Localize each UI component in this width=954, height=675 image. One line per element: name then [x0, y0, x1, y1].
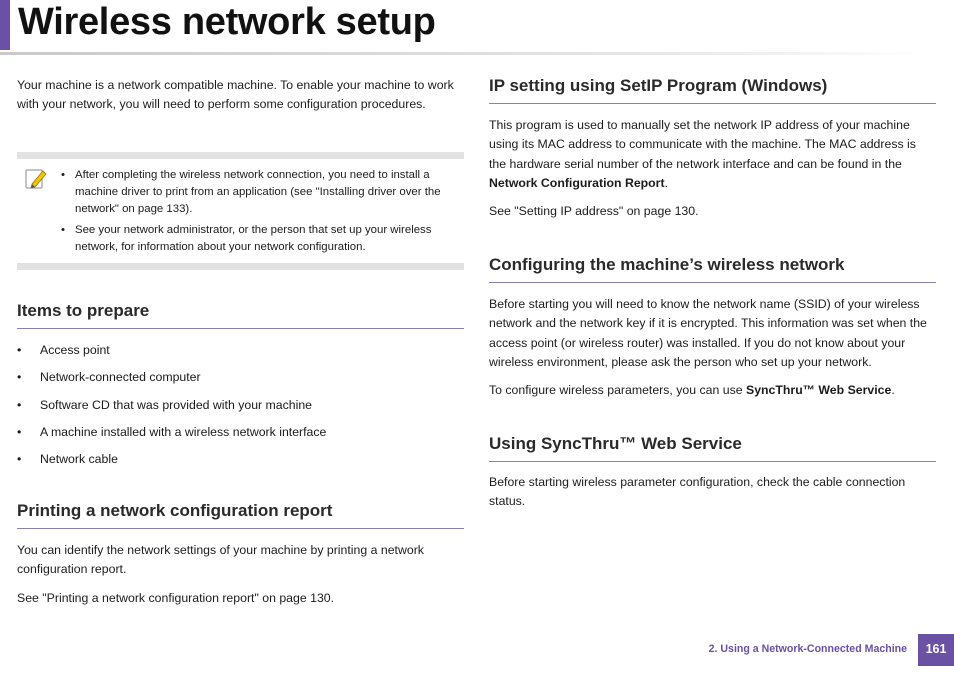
heading-syncthru: Using SyncThru™ Web Service [489, 433, 936, 462]
list-item: • Network cable [17, 452, 118, 467]
heading-printing-report: Printing a network configuration report [17, 500, 464, 529]
heading-configuring: Configuring the machine’s wireless network [489, 254, 936, 283]
printing-report-see: See "Printing a network configuration report" on page 130. [17, 591, 335, 605]
note-box [17, 152, 464, 270]
note-pencil-icon [24, 167, 48, 191]
network-config-report-term: Network Configuration Report [489, 175, 665, 190]
title-accent-bar [0, 0, 10, 50]
configuring-syncthru-line: To configure wireless parameters, you can use SyncThru™ Web Service. [489, 383, 895, 397]
title-rule [0, 52, 930, 55]
note-list [61, 167, 463, 261]
list-item: • Software CD that was provided with your machine [17, 397, 313, 412]
setip-paragraph: This program is used to manually set the network IP address of your machine using its MAC address to communicate with the machine. The MAC address is the hardware serial number of the network interface and can be found in the Network Configuration Report. [489, 118, 916, 190]
syncthru-paragraph: Before starting wireless parameter configuration, check the cable connection status. [489, 475, 906, 509]
printing-report-paragraph: You can identify the network settings of your machine by printing a network configuration report. [17, 543, 424, 577]
heading-items-to-prepare: Items to prepare [17, 300, 464, 329]
intro-paragraph: Your machine is a network compatible machine. To enable your machine to work with your network, you will need to perform some configuration procedures. [17, 78, 454, 112]
note-item: • After completing the wireless network connection, you need to install a machine driver to print from an application (see "Installing driver over the network" on page 133). [61, 169, 441, 215]
items-list [17, 341, 464, 477]
list-item: • A machine installed with a wireless network interface [17, 424, 327, 439]
list-item: • Access point [17, 343, 110, 357]
heading-setip: IP setting using SetIP Program (Windows) [489, 75, 936, 104]
setip-see: See "Setting IP address" on page 130. [489, 204, 699, 218]
note-item: • See your network administrator, or the person that set up your wireless network, for information about your network configuration. [61, 224, 432, 254]
footer-chapter: 2. Using a Network-Connected Machine [708, 643, 907, 655]
syncthru-term: SyncThru™ Web Service [746, 383, 892, 397]
page-number: 161 [918, 634, 954, 666]
page-title: Wireless network setup [18, 1, 436, 43]
configuring-paragraph: Before starting you will need to know the network name (SSID) of your wireless network and the network key if it is encrypted. This information was set when the access point (or wireless router) was installed. If you do not know about your wireless environment, please ask the person who set up your network. [489, 297, 927, 369]
list-item: • Network-connected computer [17, 370, 201, 385]
